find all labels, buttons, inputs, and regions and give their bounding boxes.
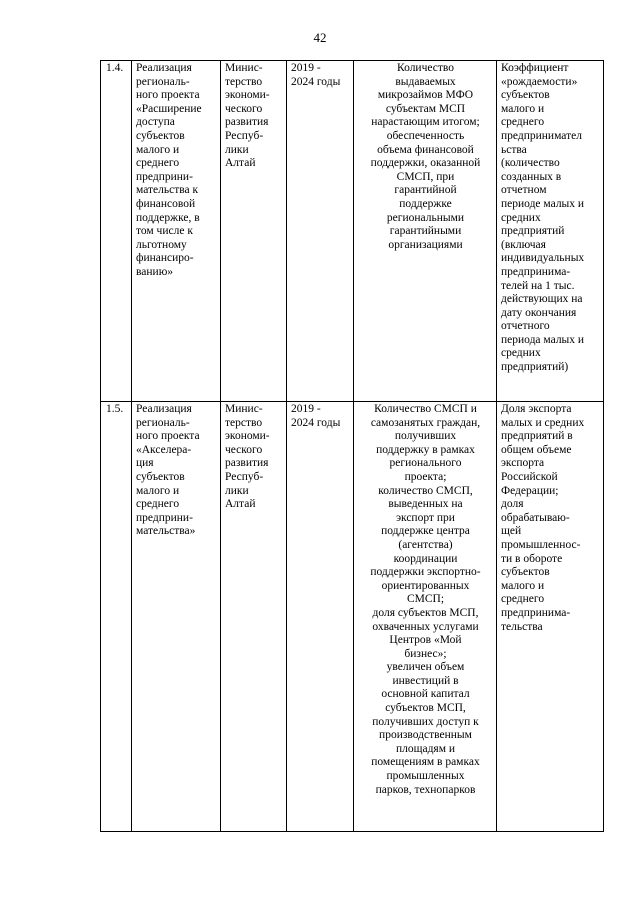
row-number: 1.5. — [101, 402, 132, 832]
executor: Минис- терство экономи- ческого развития Респуб- лики Алтай — [221, 61, 287, 402]
target-indicator: Коэффициент «рождаемости» субъектов малого и среднего предпринимател ьства (количество созданных в отчетном периоде малых и средних предприятий (включая индивидуальных предпринима- телей на 1 тыс. действующих на дату окончания отчетного периода малых и средних предприятий) — [497, 61, 604, 402]
indicators: Количество выдаваемых микрозаймов МФО субъектам МСП нарастающим итогом; обеспеченность объема финансовой поддержки, оказанной СМСП, при гарантийной поддержке региональными гарантийными организациями — [354, 61, 497, 402]
target-indicator: Доля экспорта малых и средних предприятий в общем объеме экспорта Российской Федерации; доля обрабатываю- щей промышленнос- ти в обороте субъектов малого и среднего предпринима- тельства — [497, 402, 604, 832]
implementation-period: 2019 - 2024 годы — [287, 402, 354, 832]
measures-table — [100, 60, 604, 832]
row-number: 1.4. — [101, 61, 132, 402]
measure-name: Реализация региональ- ного проекта «Акселера- ция субъектов малого и среднего предприни- мательства» — [132, 402, 221, 832]
table-row — [101, 61, 604, 402]
table-row — [101, 402, 604, 832]
indicators: Количество СМСП и самозанятых граждан, получивших поддержку в рамках регионального проекта; количество СМСП, выведенных на экспорт при поддержке центра (агентства) координации поддержки экспортно- ориентированных СМСП; доля субъектов МСП, охваченных услугами Центров «Мой бизнес»; увеличен объем инвестиций в основной капитал субъектов МСП, получивших доступ к производственным площадям и помещениям в рамках промышленных парков, технопарков — [354, 402, 497, 832]
measure-name: Реализация региональ- ного проекта «Расширение доступа субъектов малого и среднего предприни- мательства к финансовой поддержке, в том числе к льготному финансиро- ванию» — [132, 61, 221, 402]
implementation-period: 2019 - 2024 годы — [287, 61, 354, 402]
executor: Минис- терство экономи- ческого развития Респуб- лики Алтай — [221, 402, 287, 832]
page-number: 42 — [313, 30, 327, 45]
